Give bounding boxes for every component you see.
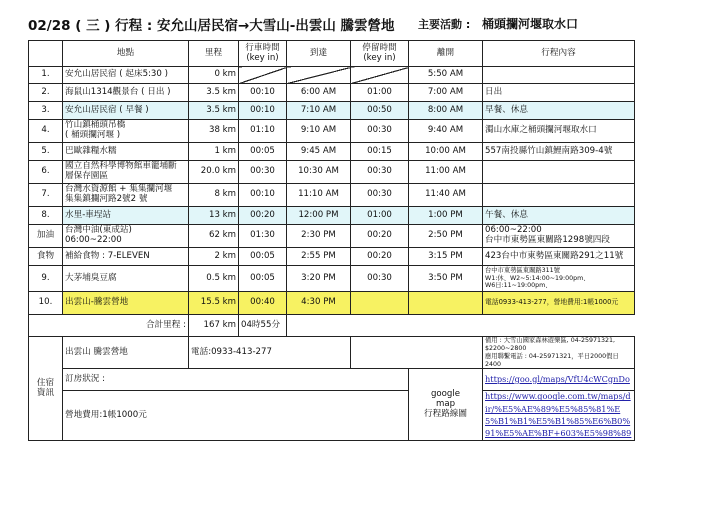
place-cell: 巴歐雜糧水糯 — [63, 143, 189, 161]
table-row — [29, 120, 635, 143]
depart-cell: 3:50 PM — [409, 266, 483, 292]
stay-cell: 00:30 — [351, 184, 409, 207]
arrive-cell — [287, 67, 351, 84]
lodging-name: 出雲山 騰雲營地 — [63, 337, 189, 369]
content-cell: 午餐、休息 — [483, 207, 635, 225]
lodging-blank-1 — [351, 337, 483, 369]
arrive-cell: 2:30 PM — [287, 225, 351, 248]
col-arrive-header: 到達 — [287, 41, 351, 67]
content-cell: 電話0933-413-277，營地費用:1帳1000元 — [483, 292, 635, 315]
distance-cell: 2 km — [189, 248, 239, 266]
distance-cell: 0 km — [189, 67, 239, 84]
content-cell: 濁山水庫之桶頭攔河堰取水口 — [483, 120, 635, 143]
place-cell: 國立自然科學博物館車籠埔斷 層保存園區 — [63, 161, 189, 184]
stay-cell: 00:20 — [351, 225, 409, 248]
total-row — [29, 315, 635, 337]
table-row — [29, 67, 635, 84]
total-blank — [287, 315, 635, 337]
depart-cell: 3:15 PM — [409, 248, 483, 266]
depart-cell: 9:40 AM — [409, 120, 483, 143]
stay-cell: 00:20 — [351, 248, 409, 266]
drive-time-cell: 00:05 — [239, 266, 287, 292]
row-number: 8. — [29, 207, 63, 225]
lodging-label: 住宿 資訊 — [29, 337, 63, 441]
content-cell: 台中市東勢區東關路311號 W1:休、W2~5:14:00~19:00pm、 W6日:11~19:00pm、 — [483, 266, 635, 292]
row-number: 4. — [29, 120, 63, 143]
activity-label: 主要活動 : — [418, 18, 471, 31]
col-distance-header: 里程 — [189, 41, 239, 67]
row-number: 2. — [29, 84, 63, 102]
stay-cell: 01:00 — [351, 84, 409, 102]
table-row — [29, 248, 635, 266]
drive-time-cell: 00:10 — [239, 184, 287, 207]
arrive-cell: 9:45 AM — [287, 143, 351, 161]
content-cell: 06:00~22:00 台中市東勢區東關路1298號四段 — [483, 225, 635, 248]
table-row — [29, 266, 635, 292]
distance-cell: 15.5 km — [189, 292, 239, 315]
col-place-header: 地點 — [63, 41, 189, 67]
booking-status: 訂房狀況 : — [63, 369, 409, 391]
distance-cell: 20.0 km — [189, 161, 239, 184]
distance-cell: 38 km — [189, 120, 239, 143]
drive-time-cell: 01:10 — [239, 120, 287, 143]
arrive-cell: 10:30 AM — [287, 161, 351, 184]
lodging-phone: 電話:0933-413-277 — [189, 337, 351, 369]
arrive-cell: 3:20 PM — [287, 266, 351, 292]
drive-time-cell: 00:05 — [239, 143, 287, 161]
map-short-link[interactable] — [483, 369, 635, 391]
lodging-contact-note: 備用 : 大雪山國家森林遊樂區, 04-25971321, $2200~2800 應用聯繫電話 : 04-25971321，平日2000假日2400 — [483, 337, 635, 369]
col-num-header — [29, 41, 63, 67]
drive-time-cell: 00:10 — [239, 84, 287, 102]
map-label: google map 行程路線圖 — [409, 369, 483, 441]
table-row — [29, 84, 635, 102]
depart-cell: 11:00 AM — [409, 161, 483, 184]
row-number: 1. — [29, 67, 63, 84]
depart-cell: 2:50 PM — [409, 225, 483, 248]
row-number: 5. — [29, 143, 63, 161]
place-cell: 安允山居民宿 ( 早餐 ) — [63, 102, 189, 120]
arrive-cell: 4:30 PM — [287, 292, 351, 315]
depart-cell: 10:00 AM — [409, 143, 483, 161]
depart-cell: 5:50 AM — [409, 67, 483, 84]
stay-cell: 00:15 — [351, 143, 409, 161]
place-cell: 台灣中油(東成站) 06:00~22:00 — [63, 225, 189, 248]
arrive-cell: 9:10 AM — [287, 120, 351, 143]
depart-cell — [409, 292, 483, 315]
table-row — [29, 225, 635, 248]
total-time: 04時55分 — [239, 315, 287, 337]
arrive-cell: 11:10 AM — [287, 184, 351, 207]
distance-cell: 8 km — [189, 184, 239, 207]
place-cell: 海鼠山1314觀景台 ( 日出 ) — [63, 84, 189, 102]
distance-cell: 13 km — [189, 207, 239, 225]
place-cell: 大茅埔臭豆腐 — [63, 266, 189, 292]
row-number: 9. — [29, 266, 63, 292]
drive-time-cell: 00:20 — [239, 207, 287, 225]
map-long-link[interactable] — [483, 391, 635, 441]
itinerary-table — [28, 40, 635, 441]
drive-time-cell — [239, 67, 287, 84]
stay-cell: 00:30 — [351, 161, 409, 184]
col-depart-header: 離開 — [409, 41, 483, 67]
row-number: 食物 — [29, 248, 63, 266]
distance-cell: 62 km — [189, 225, 239, 248]
arrive-cell: 2:55 PM — [287, 248, 351, 266]
row-number: 加油 — [29, 225, 63, 248]
lodging-row-2 — [29, 369, 635, 391]
stay-cell: 00:30 — [351, 120, 409, 143]
drive-time-cell: 01:30 — [239, 225, 287, 248]
col-drive-header: 行車時間 (key in) — [239, 41, 287, 67]
place-cell: 水里-車埕站 — [63, 207, 189, 225]
depart-cell: 7:00 AM — [409, 84, 483, 102]
table-header-row — [29, 41, 635, 67]
drive-time-cell: 00:40 — [239, 292, 287, 315]
total-distance: 167 km — [189, 315, 239, 337]
stay-cell: 00:50 — [351, 102, 409, 120]
content-cell — [483, 161, 635, 184]
table-row — [29, 207, 635, 225]
distance-cell: 3.5 km — [189, 84, 239, 102]
row-number: 10. — [29, 292, 63, 315]
drive-time-cell: 00:30 — [239, 161, 287, 184]
page-title: 02/28 ( 三 ) 行程 : 安允山居民宿→大雪山-出雲山 騰雲營地 — [28, 18, 395, 34]
stay-cell — [351, 292, 409, 315]
place-cell: 安允山居民宿 ( 起床5:30 ) — [63, 67, 189, 84]
place-cell: 補給食物 : 7-ELEVEN — [63, 248, 189, 266]
distance-cell: 3.5 km — [189, 102, 239, 120]
table-row — [29, 292, 635, 315]
depart-cell: 1:00 PM — [409, 207, 483, 225]
content-cell: 557南投縣竹山鎮鯉南路309-4號 — [483, 143, 635, 161]
content-cell: 早餐、休息 — [483, 102, 635, 120]
content-cell: 423台中市東勢區東關路291之11號 — [483, 248, 635, 266]
depart-cell: 8:00 AM — [409, 102, 483, 120]
arrive-cell: 7:10 AM — [287, 102, 351, 120]
stay-cell: 01:00 — [351, 207, 409, 225]
col-content-header: 行程內容 — [483, 41, 635, 67]
lodging-row-3 — [29, 391, 635, 441]
arrive-cell: 6:00 AM — [287, 84, 351, 102]
col-stay-header: 停留時間 (key in) — [351, 41, 409, 67]
table-row — [29, 102, 635, 120]
table-row — [29, 184, 635, 207]
total-label: 合計里程 : — [29, 315, 189, 337]
table-row — [29, 161, 635, 184]
table-row — [29, 143, 635, 161]
lodging-row-1 — [29, 337, 635, 369]
content-cell — [483, 67, 635, 84]
place-cell: 竹山鎮桶頭吊橋 ( 桶頭攔河堰 ) — [63, 120, 189, 143]
distance-cell: 0.5 km — [189, 266, 239, 292]
long-link[interactable]: https://www.google.com.tw/maps/dir/%E5%AE%89%E5%85%81%E5%B1%B1%E5%B1%85%E6%B0%91%E5%AE%BF+603%E5%98%89 — [485, 391, 632, 438]
place-cell: 出雲山-騰雲營地 — [63, 292, 189, 315]
arrive-cell: 12:00 PM — [287, 207, 351, 225]
distance-cell: 1 km — [189, 143, 239, 161]
row-number: 3. — [29, 102, 63, 120]
depart-cell: 11:40 AM — [409, 184, 483, 207]
stay-cell: 00:30 — [351, 266, 409, 292]
row-number: 6. — [29, 161, 63, 184]
stay-cell — [351, 67, 409, 84]
row-number: 7. — [29, 184, 63, 207]
place-cell: 台灣水資源館 + 集集攔河堰 集集鎮攔河路2號2 號 — [63, 184, 189, 207]
drive-time-cell: 00:05 — [239, 248, 287, 266]
activity-value: 桶頭攔河堰取水口 — [482, 17, 579, 31]
camp-fee: 營地費用:1帳1000元 — [63, 391, 409, 441]
short-link[interactable]: https://goo.gl/maps/VfU4cWCgnDo — [485, 373, 630, 384]
drive-time-cell: 00:10 — [239, 102, 287, 120]
content-cell: 日出 — [483, 84, 635, 102]
content-cell — [483, 184, 635, 207]
